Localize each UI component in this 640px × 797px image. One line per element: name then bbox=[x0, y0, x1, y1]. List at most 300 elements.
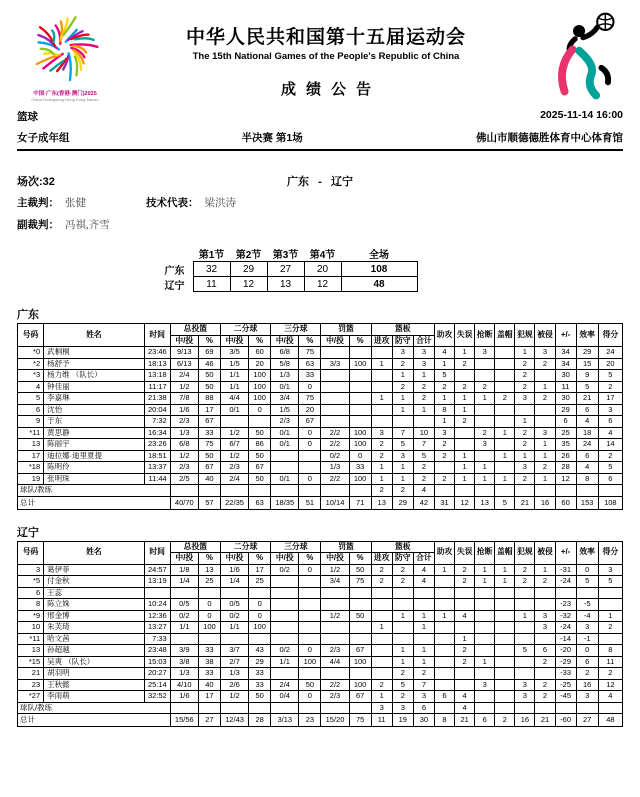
player-number: 6 bbox=[18, 587, 44, 599]
player-number: 5 bbox=[18, 393, 44, 405]
stat-cell: 1 bbox=[455, 462, 475, 474]
stat-cell bbox=[349, 622, 371, 634]
stat-cell bbox=[321, 587, 349, 599]
stat-cell: 2 bbox=[434, 450, 454, 462]
player-number: 19 bbox=[18, 473, 44, 485]
stat-cell: 2 bbox=[371, 485, 392, 497]
player-name: 李嘉琳 bbox=[44, 393, 144, 405]
stat-cell: 6 bbox=[598, 416, 622, 428]
column-header: % bbox=[349, 335, 371, 347]
stat-cell: 12 bbox=[598, 679, 622, 691]
column-header: % bbox=[249, 335, 271, 347]
stat-cell: 1 bbox=[392, 656, 413, 668]
venue-label: 佛山市顺德德胜体育中心体育馆 bbox=[476, 132, 623, 144]
stat-cell bbox=[434, 485, 454, 497]
stat-cell: 5 bbox=[495, 496, 515, 509]
team-coach-label: 球队/教练 bbox=[18, 702, 171, 714]
column-header: 进攻 bbox=[371, 335, 392, 347]
stat-cell: 2 bbox=[392, 485, 413, 497]
stat-cell bbox=[413, 599, 434, 611]
stat-cell: 2 bbox=[515, 381, 535, 393]
stat-cell: 1 bbox=[434, 564, 454, 576]
player-row bbox=[18, 645, 623, 657]
stat-cell: 1 bbox=[535, 450, 555, 462]
stat-cell: 50 bbox=[249, 473, 271, 485]
stat-cell: 3 bbox=[475, 347, 495, 359]
column-header: 时间 bbox=[144, 324, 170, 347]
stat-cell bbox=[535, 599, 555, 611]
stat-cell: 1 bbox=[495, 473, 515, 485]
quarter-score: 11 bbox=[193, 277, 230, 292]
stat-cell: 1/3 bbox=[220, 668, 248, 680]
quarter-header-row bbox=[159, 246, 417, 262]
stat-cell bbox=[475, 599, 495, 611]
column-group-header: 二分球 bbox=[220, 324, 270, 336]
player-number: 17 bbox=[18, 450, 44, 462]
stat-cell: 2 bbox=[515, 564, 535, 576]
stat-cell: 0 bbox=[299, 691, 321, 703]
stat-cell: 1 bbox=[455, 347, 475, 359]
stat-cell: 4 bbox=[413, 576, 434, 588]
stat-cell bbox=[598, 599, 622, 611]
team-name: 辽宁 bbox=[164, 280, 185, 292]
stat-cell bbox=[598, 633, 622, 645]
stat-cell: 29 bbox=[392, 496, 413, 509]
stat-cell: 2/3 bbox=[321, 645, 349, 657]
stat-cell: 0 bbox=[576, 564, 598, 576]
stat-cell bbox=[434, 668, 454, 680]
stat-cell: 33 bbox=[299, 370, 321, 382]
stat-cell: 6 bbox=[413, 702, 434, 714]
stat-cell: 67 bbox=[299, 416, 321, 428]
team-coach-row bbox=[18, 485, 623, 497]
stat-cell: 2 bbox=[371, 439, 392, 451]
stat-cell: 16 bbox=[515, 714, 535, 727]
stat-cell: 75 bbox=[299, 393, 321, 405]
stat-cell bbox=[598, 485, 622, 497]
play-time: 18:51 bbox=[144, 450, 170, 462]
stat-cell: 0/1 bbox=[271, 473, 299, 485]
header-divider bbox=[17, 149, 623, 151]
stat-cell: 12 bbox=[455, 496, 475, 509]
quarter-score-table bbox=[159, 246, 418, 292]
play-time: 13:18 bbox=[144, 370, 170, 382]
stat-cell bbox=[271, 576, 299, 588]
stat-cell: 5 bbox=[515, 645, 535, 657]
quarter-score: 13 bbox=[267, 277, 304, 292]
stat-cell bbox=[598, 587, 622, 599]
page-title: 成绩公告 bbox=[280, 81, 381, 98]
stat-cell: 0 bbox=[299, 564, 321, 576]
stat-cell: 2 bbox=[515, 439, 535, 451]
stat-cell bbox=[455, 599, 475, 611]
column-header: +/- bbox=[555, 324, 576, 347]
stat-cell: 19 bbox=[392, 714, 413, 727]
play-time: 25:14 bbox=[144, 679, 170, 691]
stat-cell: 1 bbox=[535, 381, 555, 393]
stat-cell: 4 bbox=[598, 427, 622, 439]
stat-cell bbox=[392, 599, 413, 611]
stat-cell: 2 bbox=[535, 358, 555, 370]
stat-cell bbox=[321, 668, 349, 680]
play-time: 24:57 bbox=[144, 564, 170, 576]
stat-cell: 1 bbox=[455, 633, 475, 645]
stat-cell: 1 bbox=[392, 645, 413, 657]
stat-cell: -31 bbox=[555, 564, 576, 576]
stat-cell: 11 bbox=[598, 656, 622, 668]
stat-cell: 108 bbox=[598, 496, 622, 509]
stat-cell: 3/13 bbox=[271, 714, 299, 727]
stat-cell: 50 bbox=[249, 450, 271, 462]
player-name: 陈明伶 bbox=[44, 462, 144, 474]
spacer-cell bbox=[159, 246, 193, 262]
stat-cell bbox=[576, 702, 598, 714]
column-header: % bbox=[349, 553, 371, 565]
player-number: 13 bbox=[18, 439, 44, 451]
stat-cell: 3/7 bbox=[220, 645, 248, 657]
player-row bbox=[18, 370, 623, 382]
player-row bbox=[18, 691, 623, 703]
stat-cell bbox=[475, 691, 495, 703]
stat-cell: 2 bbox=[371, 564, 392, 576]
stat-cell bbox=[555, 485, 576, 497]
stat-cell bbox=[515, 633, 535, 645]
stat-cell: 6 bbox=[434, 691, 454, 703]
stat-cell: 3 bbox=[598, 564, 622, 576]
stat-cell: 71 bbox=[349, 496, 371, 509]
stat-cell: 5 bbox=[434, 370, 454, 382]
stat-cell: 5 bbox=[392, 679, 413, 691]
stat-cell: -25 bbox=[555, 679, 576, 691]
page-header bbox=[17, 8, 623, 107]
stat-cell: 100 bbox=[299, 656, 321, 668]
stat-cell bbox=[434, 656, 454, 668]
stat-cell: 5 bbox=[598, 370, 622, 382]
stat-cell: 21 bbox=[515, 496, 535, 509]
player-row bbox=[18, 416, 623, 428]
column-header: 合计 bbox=[413, 553, 434, 565]
stat-cell: 3 bbox=[598, 404, 622, 416]
stat-cell bbox=[515, 599, 535, 611]
column-group-header: 罚篮 bbox=[321, 324, 371, 336]
stat-cell: 3/8 bbox=[170, 656, 198, 668]
stat-cell: 2 bbox=[515, 370, 535, 382]
play-time: 23:46 bbox=[144, 347, 170, 359]
player-name: 胡羽明 bbox=[44, 668, 144, 680]
stat-cell bbox=[321, 485, 349, 497]
stat-cell: 0 bbox=[299, 439, 321, 451]
stat-cell: 60 bbox=[249, 347, 271, 359]
stat-cell: 6 bbox=[535, 645, 555, 657]
stat-cell: 29 bbox=[576, 347, 598, 359]
stat-cell: -24 bbox=[555, 576, 576, 588]
stat-cell: 1/1 bbox=[220, 370, 248, 382]
stat-cell: 2 bbox=[455, 358, 475, 370]
stat-cell bbox=[475, 358, 495, 370]
stat-cell: 100 bbox=[349, 439, 371, 451]
stat-cell bbox=[455, 427, 475, 439]
player-row bbox=[18, 576, 623, 588]
total-score: 48 bbox=[341, 277, 417, 292]
stat-cell: 0 bbox=[198, 610, 220, 622]
stat-cell: 1 bbox=[392, 370, 413, 382]
stat-cell: 100 bbox=[249, 370, 271, 382]
stat-cell bbox=[220, 485, 248, 497]
stat-cell: 75 bbox=[349, 576, 371, 588]
player-name: 邢金博 bbox=[44, 610, 144, 622]
column-header: 得分 bbox=[598, 541, 622, 564]
stat-cell bbox=[321, 416, 349, 428]
stat-cell bbox=[495, 439, 515, 451]
stat-cell: 67 bbox=[249, 462, 271, 474]
total-label: 总计 bbox=[18, 496, 171, 509]
matchup-label bbox=[17, 173, 623, 189]
stat-cell: 6 bbox=[598, 473, 622, 485]
stat-cell bbox=[371, 599, 392, 611]
stat-cell: 1 bbox=[371, 393, 392, 405]
stat-cell bbox=[249, 633, 271, 645]
stat-cell bbox=[392, 622, 413, 634]
stat-cell: -29 bbox=[555, 656, 576, 668]
stat-cell bbox=[495, 633, 515, 645]
stat-cell: 48 bbox=[598, 714, 622, 727]
stat-cell bbox=[321, 599, 349, 611]
player-row bbox=[18, 450, 623, 462]
stat-cell bbox=[455, 370, 475, 382]
stat-cell: 1/5 bbox=[271, 404, 299, 416]
player-row bbox=[18, 439, 623, 451]
player-name: 黄思静 bbox=[44, 427, 144, 439]
stat-cell: 15 bbox=[576, 358, 598, 370]
column-group-header: 二分球 bbox=[220, 541, 270, 553]
group-label: 女子成年组 bbox=[17, 132, 70, 144]
stat-cell: 24 bbox=[598, 347, 622, 359]
stat-cell: -33 bbox=[555, 668, 576, 680]
stat-cell: 0/2 bbox=[271, 564, 299, 576]
stat-cell: 2 bbox=[495, 393, 515, 405]
stat-cell: 8 bbox=[576, 473, 598, 485]
stat-cell bbox=[475, 622, 495, 634]
stat-cell bbox=[220, 702, 248, 714]
stat-cell bbox=[576, 587, 598, 599]
player-row bbox=[18, 668, 623, 680]
stat-cell bbox=[249, 702, 271, 714]
stat-cell: 2/4 bbox=[220, 473, 248, 485]
stat-cell: 1 bbox=[434, 416, 454, 428]
stat-cell: 25 bbox=[555, 427, 576, 439]
stat-cell: 3 bbox=[535, 347, 555, 359]
stat-cell bbox=[220, 416, 248, 428]
quarter-score: 27 bbox=[267, 262, 304, 277]
stat-cell bbox=[535, 416, 555, 428]
stat-cell bbox=[271, 610, 299, 622]
stat-cell: 75 bbox=[198, 439, 220, 451]
stat-cell bbox=[249, 416, 271, 428]
stat-cell: 69 bbox=[198, 347, 220, 359]
stat-cell bbox=[455, 679, 475, 691]
stat-cell: 1 bbox=[475, 576, 495, 588]
stat-cell: 1 bbox=[475, 462, 495, 474]
team-name: 广东 bbox=[164, 265, 185, 277]
stat-cell: 5 bbox=[392, 439, 413, 451]
stat-cell bbox=[299, 668, 321, 680]
stat-cell bbox=[475, 610, 495, 622]
player-name: 付金秋 bbox=[44, 576, 144, 588]
stat-cell: 1 bbox=[413, 656, 434, 668]
column-header: 中/投 bbox=[321, 335, 349, 347]
stat-cell: 2 bbox=[455, 564, 475, 576]
stat-cell: 6/7 bbox=[220, 439, 248, 451]
player-number: *11 bbox=[18, 427, 44, 439]
stat-cell: 1/6 bbox=[170, 404, 198, 416]
stat-cell: 1 bbox=[495, 450, 515, 462]
quarter-header: 全场 bbox=[369, 250, 389, 261]
stat-cell bbox=[371, 645, 392, 657]
stat-cell bbox=[495, 656, 515, 668]
stat-cell: 3 bbox=[371, 427, 392, 439]
stat-cell: 67 bbox=[198, 416, 220, 428]
stat-cell: 43 bbox=[249, 645, 271, 657]
stat-cell bbox=[321, 381, 349, 393]
stat-cell: 20 bbox=[598, 358, 622, 370]
stat-cell: 2/3 bbox=[220, 462, 248, 474]
stat-cell bbox=[413, 587, 434, 599]
player-number: 9 bbox=[18, 416, 44, 428]
stat-cell bbox=[515, 656, 535, 668]
stat-cell: 1 bbox=[515, 610, 535, 622]
stat-cell: 2 bbox=[371, 450, 392, 462]
stat-cell: 4 bbox=[434, 347, 454, 359]
stat-cell bbox=[495, 691, 515, 703]
emblem-caption-en: China Guangdong·Hong Kong·Macao bbox=[31, 97, 99, 102]
stat-cell: 100 bbox=[349, 679, 371, 691]
stat-cell: 50 bbox=[349, 564, 371, 576]
stat-cell: 1/2 bbox=[170, 381, 198, 393]
stat-cell: 153 bbox=[576, 496, 598, 509]
stat-cell: 0/1 bbox=[271, 381, 299, 393]
stat-cell: 0 bbox=[349, 450, 371, 462]
stat-cell: 1 bbox=[434, 358, 454, 370]
stat-cell bbox=[321, 702, 349, 714]
stat-cell bbox=[299, 462, 321, 474]
stat-cell: 2 bbox=[495, 714, 515, 727]
total-score: 108 bbox=[341, 262, 417, 277]
player-number: 8 bbox=[18, 599, 44, 611]
stat-cell: 1 bbox=[413, 370, 434, 382]
player-name: 王蕊 bbox=[44, 587, 144, 599]
stat-cell: 3 bbox=[475, 439, 495, 451]
stat-cell: 1 bbox=[475, 393, 495, 405]
stat-cell: 0/4 bbox=[271, 691, 299, 703]
stat-cell: 2/2 bbox=[321, 439, 349, 451]
stat-cell: 2 bbox=[413, 668, 434, 680]
player-name: 陈立姝 bbox=[44, 599, 144, 611]
stat-cell: 2/6 bbox=[220, 679, 248, 691]
stat-cell: 26 bbox=[555, 450, 576, 462]
stat-cell: 2/2 bbox=[321, 473, 349, 485]
stat-cell: 8 bbox=[434, 714, 454, 727]
stat-cell: 0 bbox=[249, 404, 271, 416]
stat-cell: 28 bbox=[249, 714, 271, 727]
stat-cell: 2 bbox=[455, 576, 475, 588]
column-header: 姓名 bbox=[44, 541, 144, 564]
stat-cell: 1/3 bbox=[321, 462, 349, 474]
play-time bbox=[144, 587, 170, 599]
column-header: % bbox=[198, 335, 220, 347]
stat-cell bbox=[198, 485, 220, 497]
stat-cell bbox=[434, 679, 454, 691]
assistant-referee-label: 副裁判： bbox=[17, 219, 59, 231]
stat-cell: 16 bbox=[576, 679, 598, 691]
stat-cell bbox=[220, 587, 248, 599]
stat-cell: 38 bbox=[198, 656, 220, 668]
stat-cell bbox=[495, 358, 515, 370]
stat-cell: 20 bbox=[249, 358, 271, 370]
stat-cell: 4/4 bbox=[321, 656, 349, 668]
stat-cell bbox=[475, 416, 495, 428]
play-time: 15:03 bbox=[144, 656, 170, 668]
stat-cell: 28 bbox=[555, 462, 576, 474]
stat-cell: 12/43 bbox=[220, 714, 248, 727]
stat-cell: 1 bbox=[495, 576, 515, 588]
stat-cell: 1 bbox=[475, 656, 495, 668]
stat-cell: 31 bbox=[434, 496, 454, 509]
emblem-caption-cn: 中国·广东(香港·澳门)2025 bbox=[33, 91, 97, 97]
stat-cell: 20 bbox=[299, 404, 321, 416]
stat-cell: 1 bbox=[434, 393, 454, 405]
home-team-name: 广东 bbox=[286, 176, 309, 188]
stat-cell: 3 bbox=[515, 393, 535, 405]
stat-cell bbox=[371, 416, 392, 428]
stat-cell: 2 bbox=[515, 427, 535, 439]
stat-cell bbox=[371, 656, 392, 668]
stat-cell: 1/1 bbox=[220, 622, 248, 634]
stat-cell: 1 bbox=[413, 610, 434, 622]
stat-cell: 1 bbox=[515, 416, 535, 428]
quarter-score: 20 bbox=[304, 262, 341, 277]
stat-cell bbox=[475, 633, 495, 645]
stat-cell bbox=[371, 370, 392, 382]
quarter-score-row bbox=[159, 262, 417, 277]
stat-cell: 1 bbox=[455, 473, 475, 485]
player-number: *2 bbox=[18, 358, 44, 370]
stat-cell bbox=[475, 668, 495, 680]
player-number: 23 bbox=[18, 679, 44, 691]
column-header: 被侵 bbox=[535, 324, 555, 347]
stat-cell: 17 bbox=[249, 564, 271, 576]
player-row bbox=[18, 427, 623, 439]
stat-cell: 4 bbox=[455, 691, 475, 703]
stat-cell: 17 bbox=[598, 393, 622, 405]
column-header: 进攻 bbox=[371, 553, 392, 565]
matchup-separator: - bbox=[318, 176, 322, 188]
stat-cell: 1 bbox=[535, 564, 555, 576]
stat-cell: -32 bbox=[555, 610, 576, 622]
stat-cell: 3 bbox=[576, 691, 598, 703]
stat-cell: 1 bbox=[535, 473, 555, 485]
stat-cell: 3/4 bbox=[321, 576, 349, 588]
stat-cell: 27 bbox=[198, 714, 220, 727]
stat-cell: 2 bbox=[535, 679, 555, 691]
stat-cell: 3 bbox=[371, 702, 392, 714]
player-row bbox=[18, 679, 623, 691]
stat-cell: 15/56 bbox=[170, 714, 198, 727]
stat-cell: 3 bbox=[413, 347, 434, 359]
referee-label: 主裁判： bbox=[17, 197, 59, 209]
column-group-header: 篮板 bbox=[371, 324, 434, 336]
stat-cell bbox=[299, 633, 321, 645]
stat-cell: 1 bbox=[515, 347, 535, 359]
